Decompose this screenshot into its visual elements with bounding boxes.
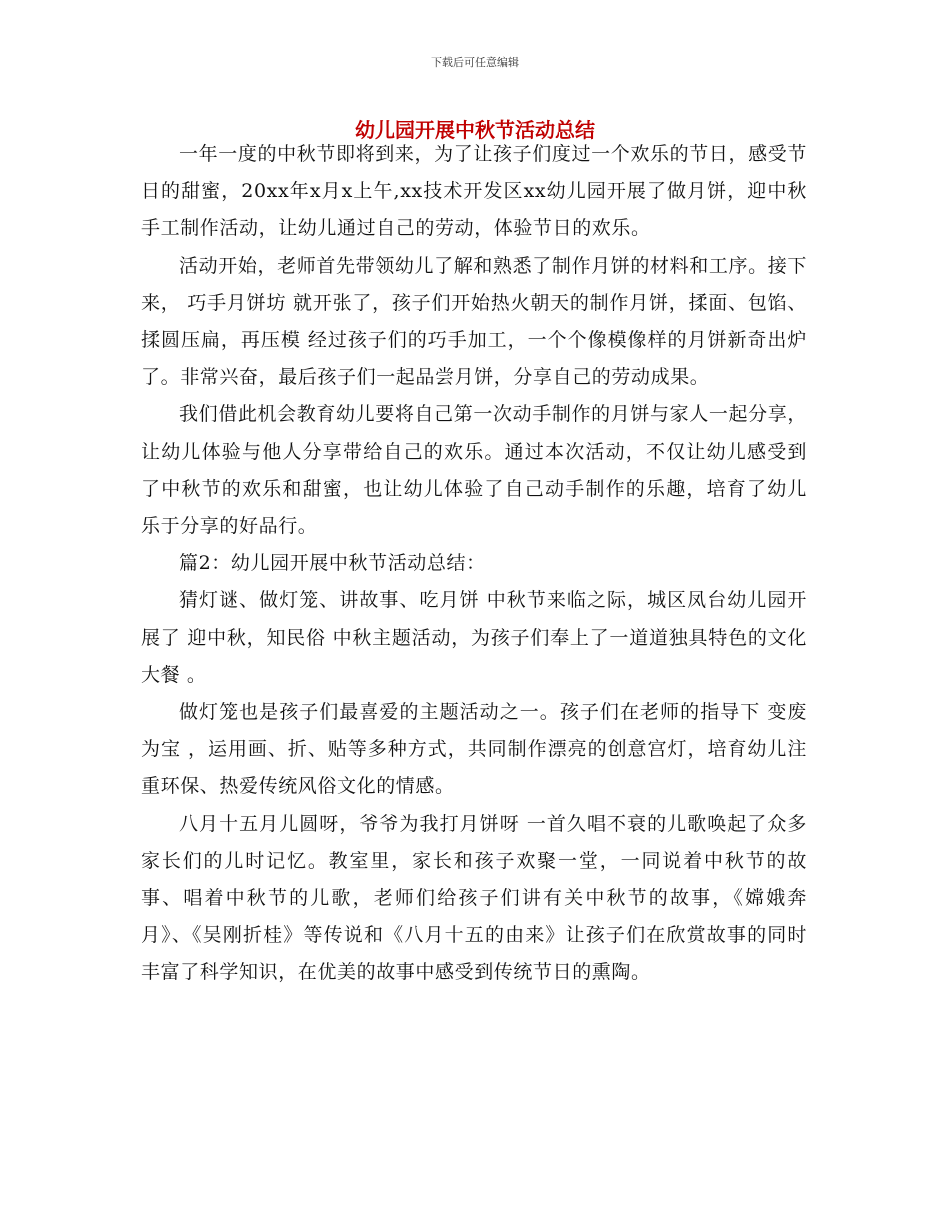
section-heading: 篇2：幼儿园开展中秋节活动总结： [179,552,486,575]
document-body [141,136,807,992]
paragraph-3: 我们借此机会教育幼儿要将自己第一次动手制作的月饼与家人一起分享，让幼儿体验与他人分享带给自己的欢乐。通过本次活动，不仅让幼儿感受到了中秋节的欢乐和甜蜜，也让幼儿体验了自己动手制作的乐趣，培育了幼儿乐于分享的好品行。 [141,403,807,538]
paragraph-1: 一年一度的中秋节即将到来，为了让孩子们度过一个欢乐的节日，感受节日的甜蜜，20xx年x月x上午,xx技术开发区xx幼儿园开展了做月饼，迎中秋 手工制作活动，让幼儿通过自己的劳动，体验节日的欢乐。 [141,143,807,240]
paragraph-5: 做灯笼也是孩子们最喜爱的主题活动之一。孩子们在老师的指导下 变废为宝 ，运用画、折、贴等多种方式，共同制作漂亮的创意宫灯，培育幼儿注重环保、热爱传统风俗文化的情感。 [141,701,807,798]
header-note: 下载后可任意编辑 [431,56,519,69]
paragraph-6: 八月十五月儿圆呀，爷爷为我打月饼呀 一首久唱不衰的儿歌唤起了众多家长们的儿时记忆。教室里，家长和孩子欢聚一堂，一同说着中秋节的故事、唱着中秋节的儿歌，老师们给孩子们讲有关中秋节的故事，《嫦娥奔月》、《吴刚折桂》等传说和《八月十五的由来》让孩子们在欣赏故事的同时丰富了科学知识，在优美的故事中感受到传统节日的熏陶。 [141,812,807,984]
paragraph-4: 猜灯谜、做灯笼、讲故事、吃月饼 中秋节来临之际，城区凤台幼儿园开展了 迎中秋，知民俗 中秋主题活动，为孩子们奉上了一道道独具特色的文化 大餐 。 [141,589,807,686]
paragraph-2: 活动开始，老师首先带领幼儿了解和熟悉了制作月饼的材料和工序。接下来， 巧手月饼坊 就开张了，孩子们开始热火朝天的制作月饼，揉面、包馅、揉圆压扁，再压模 经过孩子们的巧手加工，一个个像模像样的月饼新奇出炉了。非常兴奋，最后孩子们一起品尝月饼，分享自己的劳动成果。 [141,254,807,389]
document-title: 幼儿园开展中秋节活动总结 [355,118,595,142]
